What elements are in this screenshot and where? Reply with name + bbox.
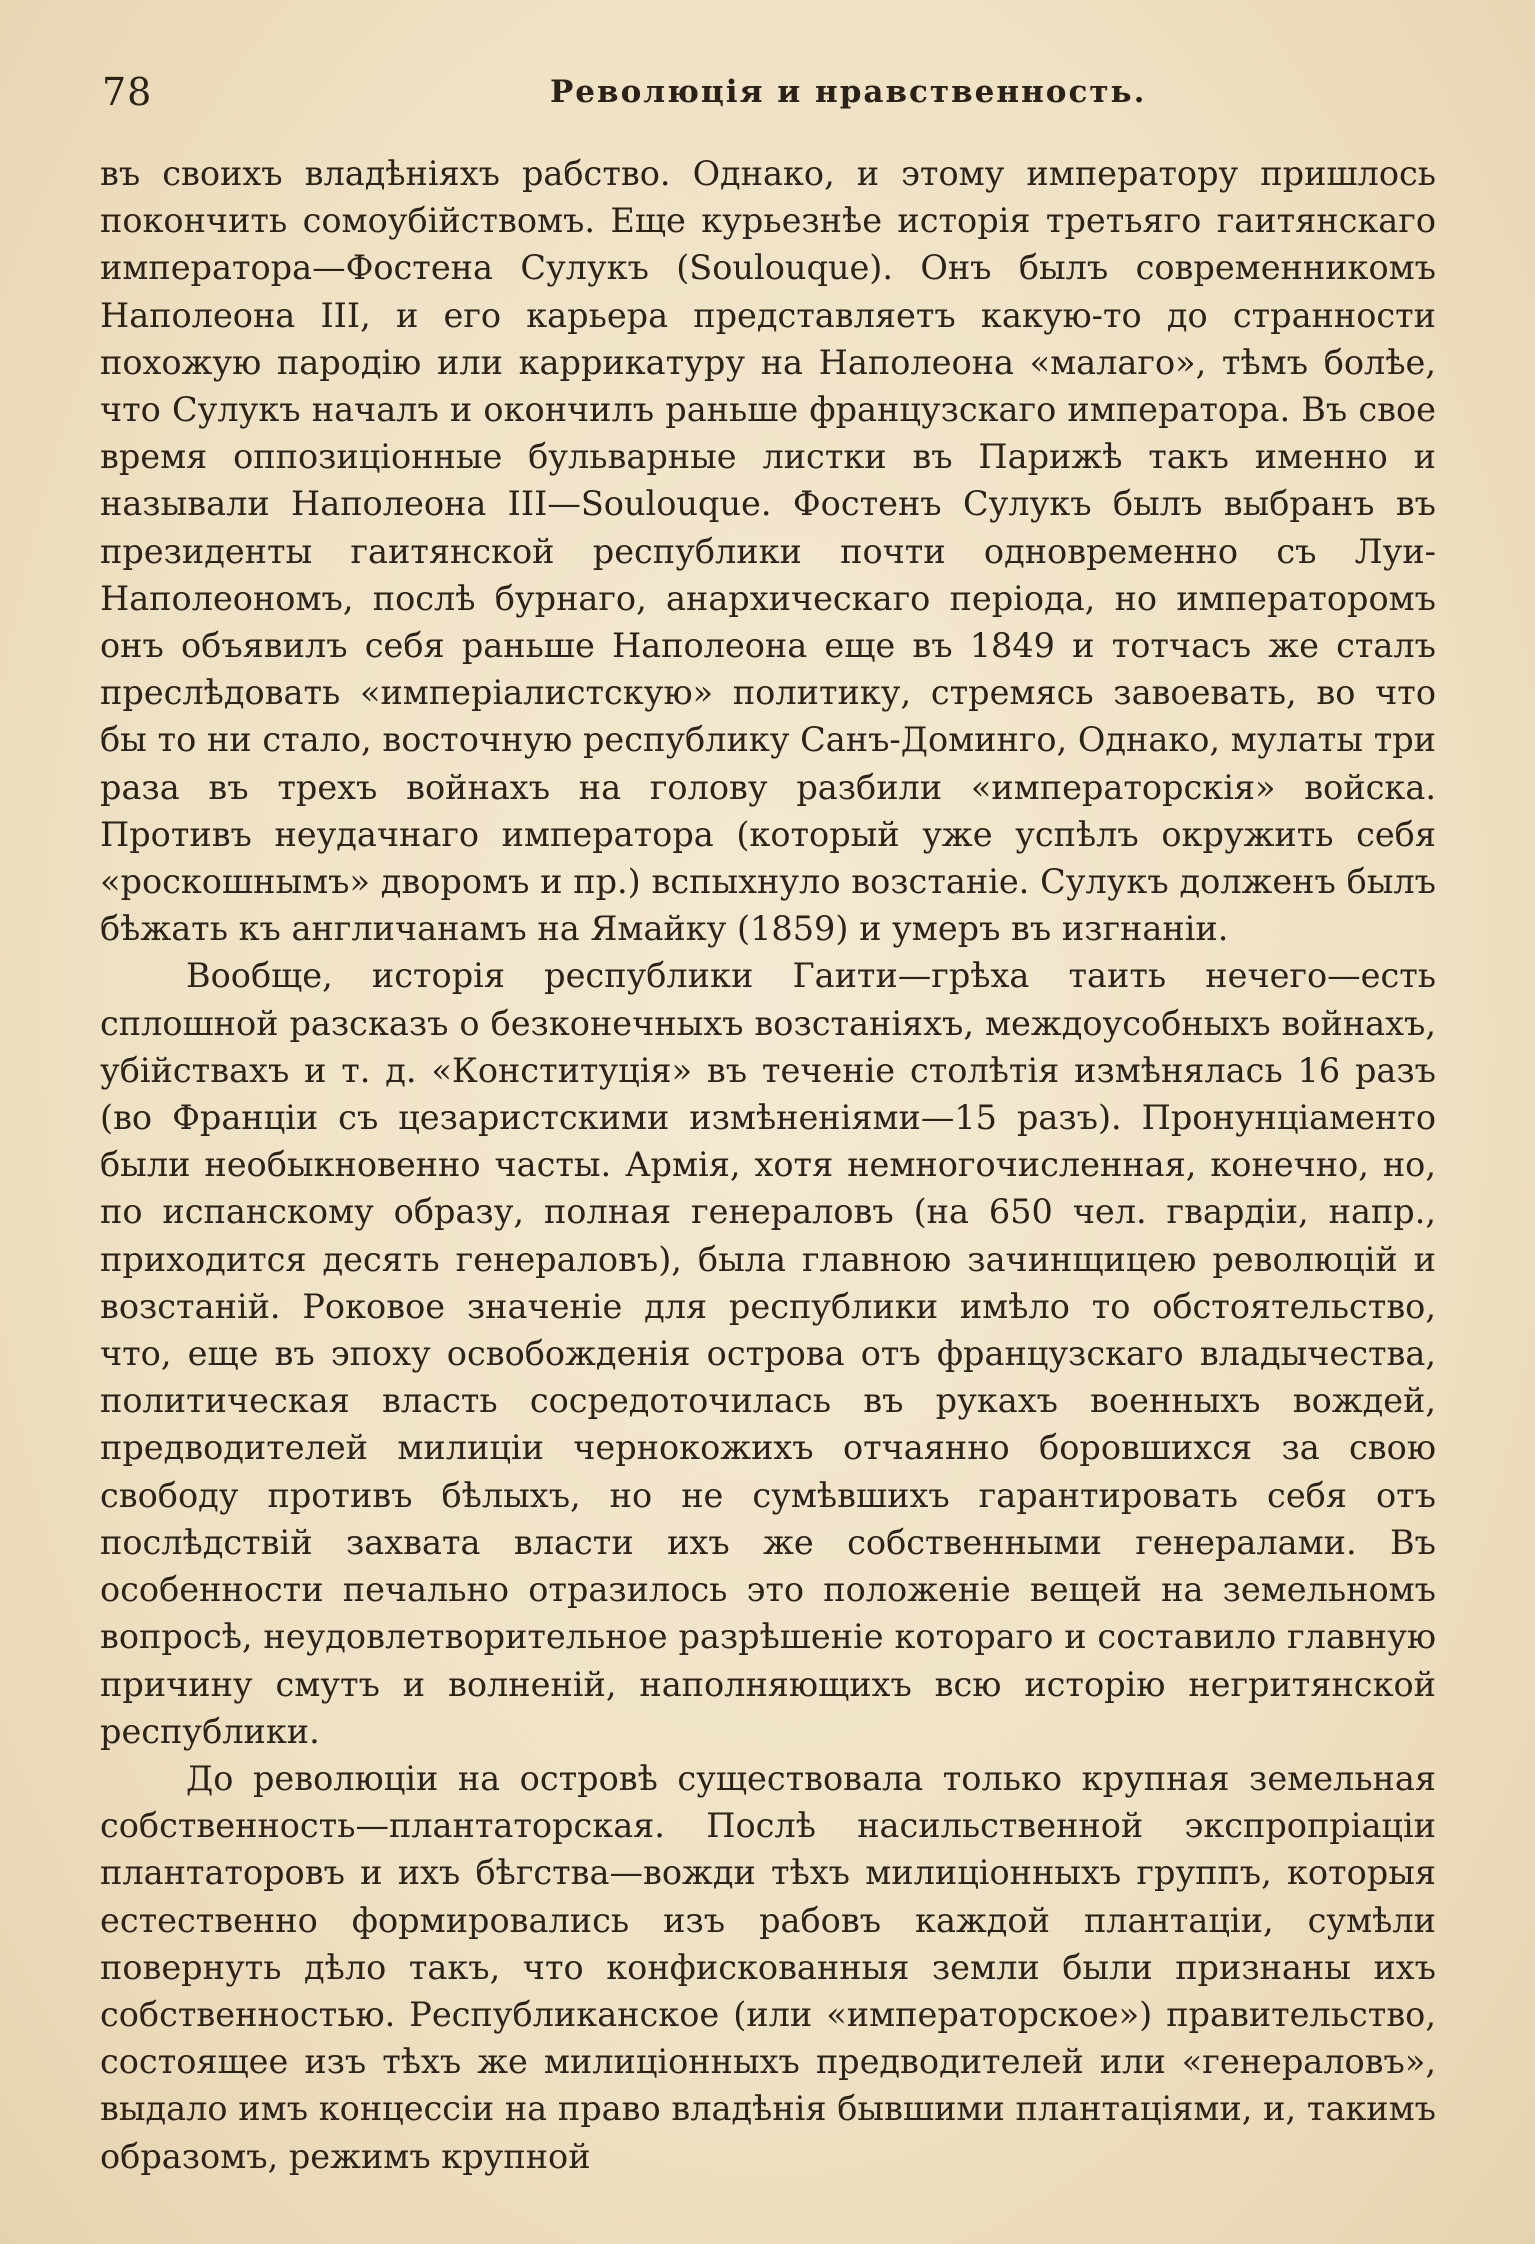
paragraph-land-ownership: До революціи на островѣ существовала только крупная земельная собственность—плантаторская. Послѣ насильственной экспропріаціи плантаторовъ и ихъ бѣгства—вожди тѣхъ милиціонныхъ группъ, которыя естественно формировались изъ рабовъ каждой плантаціи, сумѣли повернуть дѣло такъ, что конфискованныя земли были признаны ихъ собственностью. Республиканское (или «императорское») правительство, состоящее изъ тѣхъ же милиціонныхъ предводителей или «генераловъ», выдало имъ концессіи на право владѣнія бывшими плантаціями, и, такимъ образомъ, режимъ крупной (100, 1758, 1436, 2176)
paragraph-continued: въ своихъ владѣніяхъ рабство. Однако, и этому императору пришлось покончить сомоубійствомъ. Еще курьезнѣе исторія третьяго гаитянскаго императора—Фостена Сулукъ (Soulouque). Онъ былъ современникомъ Наполеона III, и его карьера представляетъ какую-то до странности похожую пародію или каррикатуру на Наполеона «малаго», тѣмъ болѣе, что Сулукъ началъ и окончилъ раньше французскаго императора. Въ свое время оппозиціонные бульварные листки въ Парижѣ такъ именно и называли Наполеона III—Soulouque. Фостенъ Сулукъ былъ выбранъ въ президенты гаитянской республики почти одновременно съ Луи-Наполеономъ, послѣ бурнаго, анархическаго періода, но императоромъ онъ объявилъ себя раньше Наполеона еще въ 1849 и тотчасъ же сталъ преслѣдовать «имперіалистскую» политику, стремясь завоевать, во что бы то ни стало, восточную республику Санъ-Доминго, Однако, мулаты три раза въ трехъ войнахъ на голову разбили «императорскія» войска. Противъ неудачнаго императора (который уже успѣлъ окружить себя «роскошнымъ» дворомъ и пр.) вспыхнуло возстаніе. Сулукъ долженъ былъ бѣжать къ англичанамъ на Ямайку (1859) и умеръ въ изгнаніи. (100, 154, 1436, 949)
running-title: Революція и нравственность. (550, 74, 1147, 110)
body-text (100, 150, 1436, 2180)
page-header (102, 70, 1432, 120)
paragraph-haiti-history: Вообще, исторія республики Гаити—грѣха таить нечего—есть сплошной разсказъ о безконечныхъ возстаніяхъ, междоусобныхъ войнахъ, убійствахъ и т. д. «Конституція» въ теченіе столѣтія измѣнялась 16 разъ (во Франціи съ цезаристскими измѣненіями—15 разъ). Пронунціаменто были необыкновенно часты. Армія, хотя немногочисленная, конечно, но, по испанскому образу, полная генераловъ (на 650 чел. гвардіи, напр., приходится десять генераловъ), была главною зачинщицею революцій и возстаній. Роковое значеніе для республики имѣло то обстоятельство, что, еще въ эпоху освобожденія острова отъ французскаго владычества, политическая власть сосредоточилась въ рукахъ военныхъ вождей, предводителей милиціи чернокожихъ отчаянно боровшихся за свою свободу противъ бѣлыхъ, но не сумѣвшихъ гарантировать себя отъ послѣдствій захвата власти ихъ же собственными генералами. Въ особенности печально отразилось это положеніе вещей на земельномъ вопросѣ, неудовлетворительное разрѣшеніе котораго и составило главную причину смутъ и волненій, наполняющихъ всю исторію негритянской республики. (100, 956, 1436, 1751)
page-number: 78 (102, 70, 153, 114)
